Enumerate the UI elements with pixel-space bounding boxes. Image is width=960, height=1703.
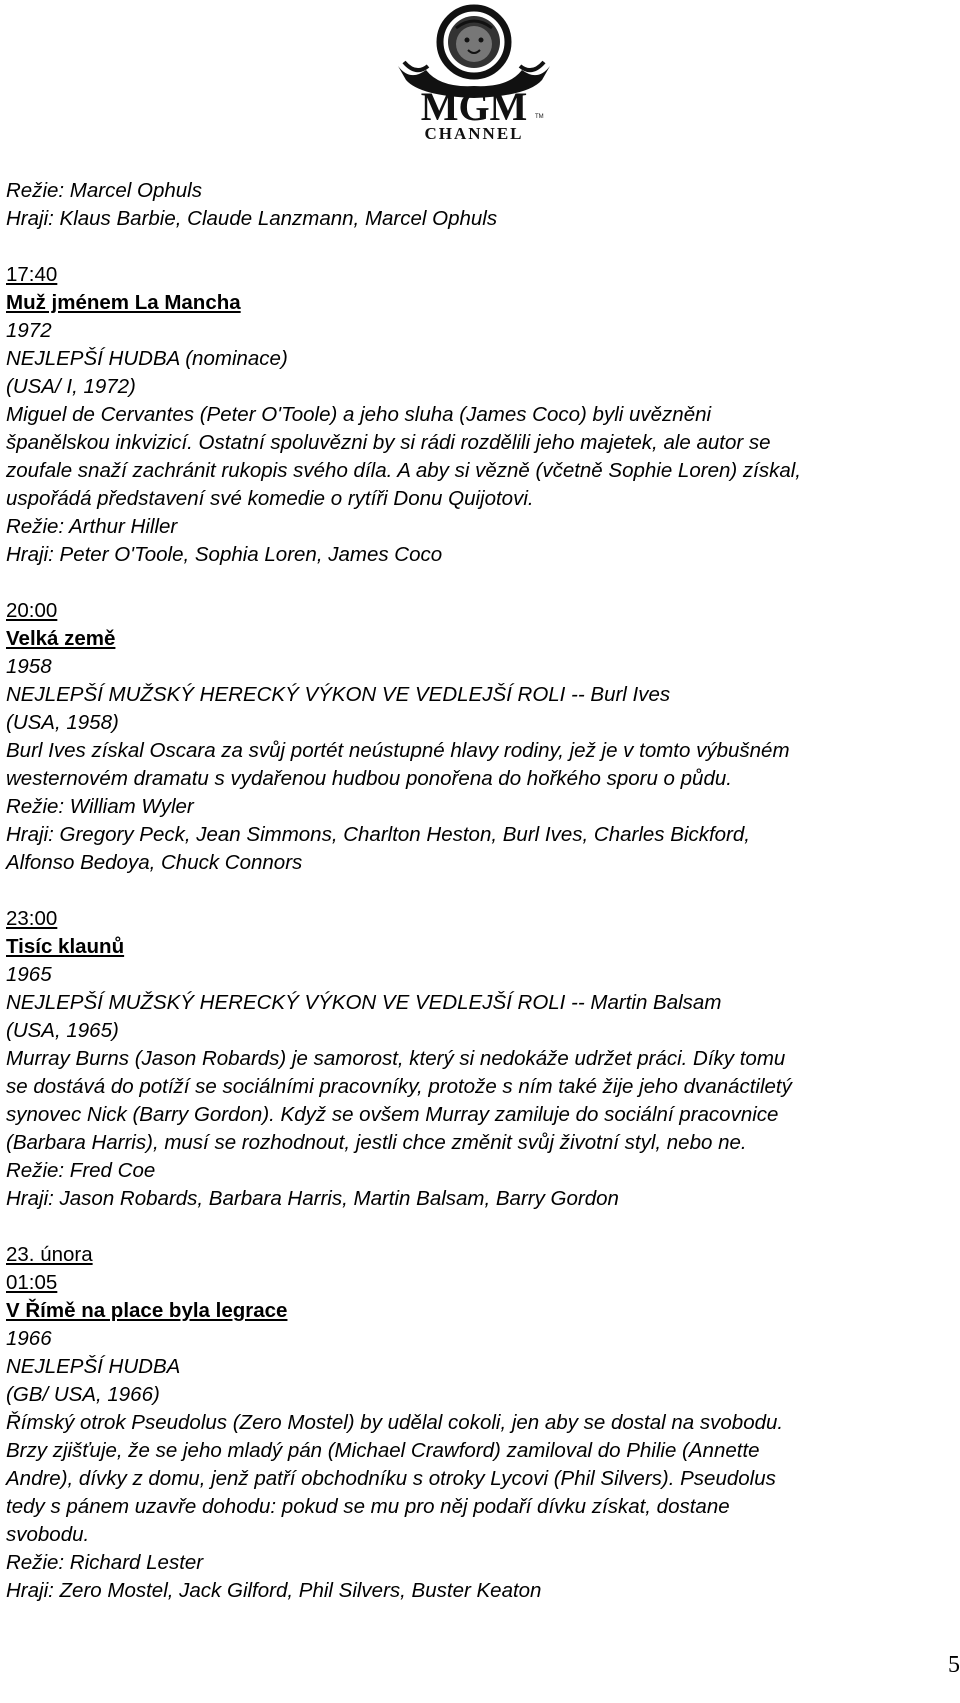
entry-director: Režie: Arthur Hiller <box>6 515 178 538</box>
entry-award: NEJLEPŠÍ HUDBA (nominace) <box>6 347 288 370</box>
entry-title: V Římě na place byla legrace <box>6 1299 288 1322</box>
entry-cast: Alfonso Bedoya, Chuck Connors <box>6 851 303 874</box>
entry-time: 23:00 <box>6 907 58 930</box>
entry-country: (USA, 1958) <box>6 711 119 734</box>
schedule-content <box>6 177 946 1605</box>
entry-description-line: Brzy zjišťuje, že se jeho mladý pán (Michael Crawford) zamiloval do Philie (Annette <box>6 1439 760 1462</box>
entry-award: NEJLEPŠÍ MUŽSKÝ HERECKÝ VÝKON VE VEDLEJŠÍ ROLI -- Burl Ives <box>6 683 671 706</box>
logo-mgm-text: MGM <box>420 84 528 129</box>
entry-title: Velká země <box>6 627 116 650</box>
entry-director: Režie: Fred Coe <box>6 1159 156 1182</box>
entry-date: 23. února <box>6 1243 93 1266</box>
entry-country: (GB/ USA, 1966) <box>6 1383 160 1406</box>
entry-description-line: Andre), dívky z domu, jenž patří obchodníku s otroky Lycovi (Phil Silvers). Pseudolus <box>6 1467 776 1490</box>
entry-cast: Hraji: Peter O'Toole, Sophia Loren, James Coco <box>6 543 443 566</box>
entry-description-line: zoufale snaží zachránit rukopis svého díla. A aby si vězně (včetně Sophie Loren) získal, <box>6 459 801 482</box>
entry-description-line: Burl Ives získal Oscara za svůj portét neústupné hlavy rodiny, jež je v tomto výbušném <box>6 739 790 762</box>
schedule-entry <box>6 261 946 569</box>
entry-description-line: svobodu. <box>6 1523 90 1546</box>
entry-time: 17:40 <box>6 263 58 286</box>
entry-description-line: španělskou inkvizicí. Ostatní spoluvězni by si rádi rozdělili jeho majetek, ale autor se <box>6 431 771 454</box>
entry-description-line: Murray Burns (Jason Robards) je samorost, který si nedokáže udržet práci. Díky tomu <box>6 1047 786 1070</box>
logo-tm-text: TM <box>535 114 544 120</box>
entry-description-line: (Barbara Harris), musí se rozhodnout, jestli chce změnit svůj životní styl, nebo ne. <box>6 1131 747 1154</box>
entry-description-line: uspořádá představení své komedie o rytíři Donu Quijotovi. <box>6 487 534 510</box>
entry-description-line: westernovém dramatu s vydařenou hudbou ponořena do hořkého sporu o půdu. <box>6 767 732 790</box>
entry-time: 20:00 <box>6 599 58 622</box>
entry-director: Režie: Richard Lester <box>6 1551 204 1574</box>
entry-year: 1966 <box>6 1327 52 1350</box>
entry-time: 01:05 <box>6 1271 58 1294</box>
entry-description-line: se dostává do potíží se sociálními pracovníky, protože s ním také žije jeho dvanáctiletý <box>6 1075 792 1098</box>
entry-cast: Hraji: Jason Robards, Barbara Harris, Martin Balsam, Barry Gordon <box>6 1187 619 1210</box>
entry-country: (USA/ I, 1972) <box>6 375 136 398</box>
mgm-channel-logo <box>390 4 558 144</box>
intro-director: Režie: Marcel Ophuls <box>6 179 202 202</box>
entry-cast: Hraji: Zero Mostel, Jack Gilford, Phil Silvers, Buster Keaton <box>6 1579 542 1602</box>
entry-description-line: Římský otrok Pseudolus (Zero Mostel) by udělal cokoli, jen aby se dostal na svobodu. <box>6 1411 784 1434</box>
schedule-entry <box>6 597 946 877</box>
intro-cast: Hraji: Klaus Barbie, Claude Lanzmann, Marcel Ophuls <box>6 207 498 230</box>
entry-title: Muž jménem La Mancha <box>6 291 241 314</box>
entry-title: Tisíc klaunů <box>6 935 125 958</box>
logo-channel-text: CHANNEL <box>424 124 524 143</box>
entry-year: 1972 <box>6 319 52 342</box>
entry-cast: Hraji: Gregory Peck, Jean Simmons, Charlton Heston, Burl Ives, Charles Bickford, <box>6 823 750 846</box>
entry-award: NEJLEPŠÍ HUDBA <box>6 1355 181 1378</box>
entry-year: 1958 <box>6 655 52 678</box>
entry-year: 1965 <box>6 963 52 986</box>
page-number: 5 <box>948 1652 960 1678</box>
entry-description-line: synovec Nick (Barry Gordon). Když se ovšem Murray zamiluje do sociální pracovnice <box>6 1103 779 1126</box>
entry-award: NEJLEPŠÍ MUŽSKÝ HERECKÝ VÝKON VE VEDLEJŠÍ ROLI -- Martin Balsam <box>6 991 722 1014</box>
entry-description-line: tedy s pánem uzavře dohodu: pokud se mu pro něj podaří dívku získat, dostane <box>6 1495 730 1518</box>
schedule-entry <box>6 1241 946 1605</box>
entry-description-line: Miguel de Cervantes (Peter O'Toole) a jeho sluha (James Coco) byli uvězněni <box>6 403 712 426</box>
schedule-entry <box>6 905 946 1213</box>
entry-director: Režie: William Wyler <box>6 795 194 818</box>
entry-country: (USA, 1965) <box>6 1019 119 1042</box>
